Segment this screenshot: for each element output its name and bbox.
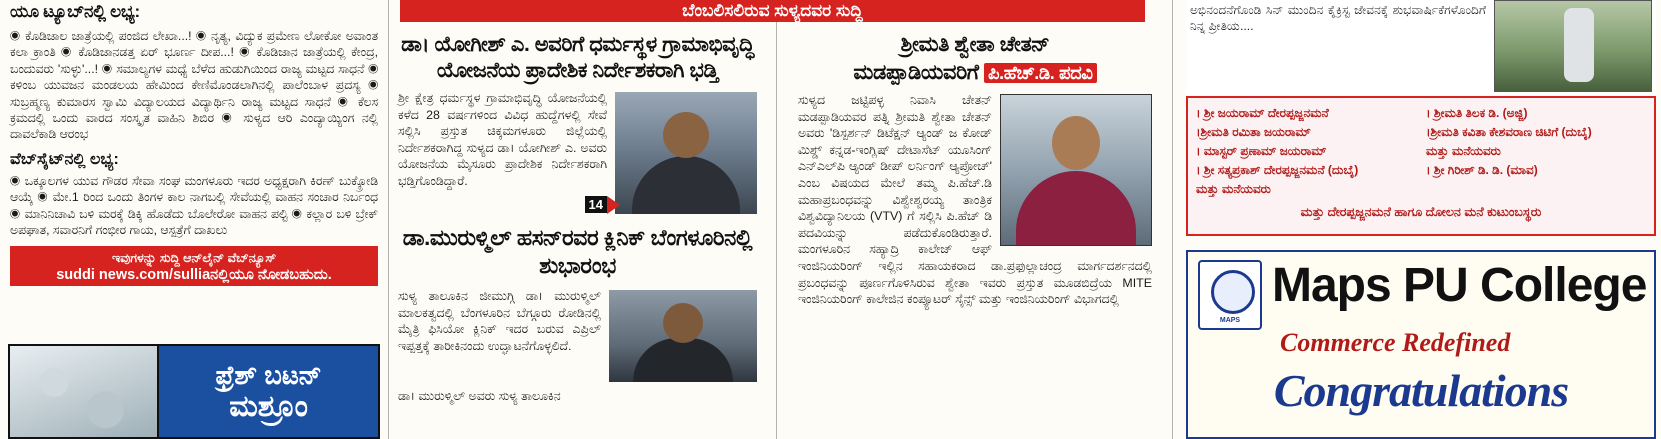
greeting-name: ।ಶ್ರೀಮತಿ ರಮಿತಾ ಜಯರಾಮ್ xyxy=(1196,125,1311,139)
column-divider-3 xyxy=(1172,0,1173,439)
greetings-columns xyxy=(1196,104,1646,199)
greeting-name: । ಮಾಸ್ಟರ್ ಪ್ರಣಾಮ್ ಜಯರಾಮ್ xyxy=(1196,144,1327,158)
greeting-name: ।ಶ್ರೀಮತಿ ಕವಿತಾ ಕೇಶವರಾಣ ಚಿಟಿಗೆ (ದುಬೈ) xyxy=(1426,125,1592,139)
greeting-name: । ಶ್ರೀಮತಿ ತಿಲಕ ಡಿ. (ಅಜ್ಜಿ) xyxy=(1426,106,1528,120)
greetings-column-right xyxy=(1426,104,1646,199)
murugumil-portrait-photo xyxy=(609,290,757,382)
maps-congratulations-text: Congratulations xyxy=(1273,365,1569,416)
story-shwetha-block xyxy=(798,92,1152,308)
greeting-name: । ಶ್ರೀ ಸತ್ಯಪ್ರಕಾಶ್ ದೇರಪ್ಪಜ್ಜನಮನೆ (ದುಬೈ) xyxy=(1196,163,1359,177)
greetings-column-left xyxy=(1196,104,1416,199)
story-shwetha-headline-line-2 xyxy=(798,60,1152,86)
story-murugumil-body-continued: ಡಾ। ಮುರುಳ್ಮಿಲ್ ಅವರು ಸುಳ್ಯ ತಾಲೂಕಿನ xyxy=(398,389,561,403)
maps-college-tagline: Commerce Redefined xyxy=(1280,328,1511,357)
phd-degree-badge: ಪಿ.ಹೆಚ್.ಡಿ. ಪದವಿ xyxy=(984,63,1097,83)
mushroom-photo xyxy=(10,346,159,437)
greeting-name: ಮತ್ತು ಮನೆಯವರು xyxy=(1426,144,1501,158)
continuation-arrow-icon xyxy=(607,196,620,214)
column-divider-1 xyxy=(388,0,389,439)
congratulation-article-text: ಅಭಿನಂದನೆಗೊಂಡಿ ಸಿನ್ ಮುಂದಿನ ಕೈಕ್ರಿಸ್ಟ ಜೇವನಕ್ಕೆ ಶುಭವಾರ್ಷಿಕೆಗಳೊಂದಿಗೆ ನಿನ್ನ ಪ್ರೀತಿಯ.... xyxy=(1190,3,1486,34)
greeting-name: । ಶ್ರೀ ಜಯರಾಮ್ ದೇರಪ್ಪಜ್ಜನಮನೆ xyxy=(1196,106,1329,120)
promo-line-2: suddi news.com/sulliaನಲ್ಲಿಯೂ ನೋಡಬಹುದು. xyxy=(56,267,332,284)
greetings-footer: ಮತ್ತು ದೇರಪ್ಪಜ್ಜನಮನೆ ಹಾಗೂ ದೋಲನ ಮನೆ ಕುಟುಂಬಸ್ಥರು xyxy=(1300,205,1542,219)
logo-emblem-icon xyxy=(1211,270,1255,314)
story-murugumil-headline: ಡಾ.ಮುರುಳ್ಮಿಲ್ ಹಸನ್‌ರವರ ಕ್ಲಿನಿಕ್ ಬೆಂಗಳೂರಿನಲ್ಲಿ ಶುಭಾರಂಭ xyxy=(402,225,753,278)
story-shwetha-headline-line-1: ಶ್ರೀಮತಿ ಶ್ವೇತಾ ಚೇತನ್ xyxy=(900,33,1050,56)
congratulation-article-top xyxy=(1186,0,1656,95)
promo-line-1: ಇವುಗಳನ್ನು ಸುದ್ದಿ ಆನ್‌ಲೈನ್ ವೆಬ್‌ನ್ಯೂಸ್ xyxy=(111,251,277,266)
mushroom-ad-line-2: ಮಶ್ರೂಂ xyxy=(229,389,308,423)
maps-pu-college-advertisement xyxy=(1186,250,1656,439)
column-three xyxy=(790,0,1160,439)
mushroom-ad-text xyxy=(159,346,378,437)
shwetha-portrait-photo xyxy=(1000,94,1152,246)
story-yogish-continuation-mark xyxy=(585,196,607,213)
website-section-heading: ವೆಬ್‌ಸೈಟ್‌ನಲ್ಲಿ ಲಭ್ಯ: xyxy=(10,150,119,168)
story-shwetha-body: ಸುಳ್ಯದ ಜಟ್ಟಿಪಳ್ಳ ನಿವಾಸಿ ಚೇತನ್ ಮಡಪ್ಪಾಡಿಯವರ ಪತ್ನಿ ಶ್ರೀಮತಿ ಶ್ವೇತಾ ಚೇತನ್ ಅವರು 'ಡಿಸ್ಪರ್ಶನ್ ಡಿಟೆಕ್ಷನ್ ಆ್ಯಂಡ್ ಜ ಕೋಡ್ ಮಿಶ್ಡ್ ಕನ್ನಡ-ಇಂಗ್ಲಿಷ್ ದೇಟಾಸೆಟ್ ಯೂಸಿಂಗ್ ಎನ್‌ಎಲ್‌ಪಿ ಆ್ಯಂಡ್ ಡೀಪ್ ಲರ್ನಿಂಗ್ ಆ್ಯಪ್ರೋಚ್' ಎಂಬ ವಿಷಯದ ಮೇಲೆ ತಮ್ಮ ಪಿ.ಹೆಚ್.ಡಿ ಮಹಾಪ್ರಬಂಧವನ್ನು ವಿಶ್ವೇಶ್ವರಯ್ಯ ತಾಂತ್ರಿಕ ವಿಶ್ವವಿದ್ಯಾನಿಲಯ (VTV) ಗೆ ಸಲ್ಲಿಸಿ ಪಿ.ಹೆಚ್ ಡಿ ಪದವಿಯನ್ನು ಪಡೆದುಕೊಂಡಿರುತ್ತಾರೆ. ಮಂಗಳೂರಿನ ಸಹ್ಯಾದ್ರಿ ಕಾಲೇಜ್ ಆಫ್ ಇಂಜಿನಿಯರಿಂಗ್ ಇಲ್ಲಿನ ಸಹಾಯಕರಾದ ಡಾ.ಪ್ರಫುಲ್ಲಾಚಂದ್ರ ಮಾರ್ಗದರ್ಶನದಲ್ಲಿ ಪ್ರಬಂಧವನ್ನು ಪೂರ್ಣಗೊಳಿಸಿರುವ ಶ್ವೇತಾ ಇವರು ಪ್ರಸ್ತುತ ಮೂಡಬಿದ್ರೆಯ MITE ಇಂಜಿನಿಯರಿಂಗ್ ಕಾಲೇಜಿನ ಕಂಪ್ಯೂಟರ್ ಸೈನ್ಸ್ ಮತ್ತು ಇಂಜಿನಿಯರಿಂಗ್ ವಿಭಾಗದಲ್ಲಿ xyxy=(798,93,1152,307)
logo-caption: MAPS xyxy=(1219,317,1241,324)
greeting-name: । ಶ್ರೀ ಗಿರೀಶ್ ಡಿ. ಡಿ. (ಮಾವ) xyxy=(1426,163,1538,177)
yogish-portrait-photo xyxy=(615,92,757,214)
online-news-promo xyxy=(10,246,378,286)
story-murugumil-body: ಸುಳ್ಯ ತಾಲೂಕಿನ ಜೀಮುಗ್ಗಿ ಡಾ। ಮುರುಳ್ಮಿಲ್ ಮಾಲಕತ್ವದಲ್ಲಿ ಬೆಂಗಳೂರಿನ ಬೆಗ್ಗೂರು ರೋಡಿನಲ್ಲಿ ಮೈತ್ರಿ ಫಿಸಿಯೋ ಕ್ಲಿನಿಕ್ ಇದರ ಬರುವ ಎಪ್ರಿಲ್ ಇಪ್ಪತ್ತಕ್ಕೆ ತಾರೀಕಿನಂದು ಉದ್ಘಾಟನೆಗೊಳ್ಳಲಿದೆ. xyxy=(398,289,601,353)
greetings-box xyxy=(1186,96,1656,236)
maps-college-logo xyxy=(1198,260,1262,330)
maps-college-title: Maps PU College xyxy=(1272,259,1647,312)
continuation-page-number: 14 xyxy=(588,197,603,212)
section-banner: ಬೆಂಬಲಿಸಲಿರುವ ಸುಳ್ಯದವರ ಸುದ್ದಿ xyxy=(400,0,1145,22)
column-two xyxy=(390,0,765,439)
mushroom-advertisement xyxy=(8,344,380,439)
story-murugumil-block xyxy=(398,288,757,405)
website-section-body: ◉ ಒಕ್ಕೂಲಗಳ ಯುವ ಗೌಡರ ಸೇವಾ ಸಂಘ ಮಂಗಳೂರು ಇದರ ಅಧ್ಯಕ್ಷರಾಗಿ ಕಿರಣ್ ಬುಕ್ಕ್ರೋಡಿ ಆಯ್ಕೆ ◉ ಮೇ.1 ರಿಂದ ಒಂದು ತಿಂಗಳ ಕಾಲ ನಾಗಬಲ್ಲಿ ಸೇವೆಯಲ್ಲಿ ವಾಹನ ಸಂಚಾರ ನಿರ್ಬಂಧ ◉ ಮಾನಿನಿಚಾವಿ ಬಳಿ ಮರಕ್ಕೆ ಡಿಕ್ಕಿ ಹೊಡೆದು ಬೊಲೇರೋ ವಾಹನ ಪಲ್ಟಿ ◉ ಕಲ್ಲಾರ ಬಳಿ ಬ್ರೇಕ್ ಅಪಘಾತ, ಸವಾರನಿಗೆ ಗಂಭೀರ ಗಾಯ, ಆಸ್ಪತ್ರೆಗೆ ದಾಖಲು xyxy=(10,173,378,238)
congratulation-person-photo xyxy=(1494,0,1652,92)
column-divider-2 xyxy=(776,0,777,439)
greeting-name: ಮತ್ತು ಮನೆಯವರು xyxy=(1196,182,1271,196)
mushroom-ad-line-1: ಫ್ರೆಶ್ ಬಟನ್ xyxy=(215,359,322,390)
youtube-section-heading: ಯೂ ಟ್ಯೂಬ್‌ನಲ್ಲಿ ಲಭ್ಯ: xyxy=(10,2,140,21)
youtube-section-body: ◉ ಕೊಡಿಜಾಲ ಜಾತ್ರೆಯಲ್ಲಿ ಪಂಜಿದ ಲೇಖಾ...! ◉ ನೃತ್ಯ, ವಿದ್ಯುಕ ಪ್ರಮೇಣ ಲೋಕೋ ಅವಾಂತ ಕಲಾ ಕ್ರಾಂತಿ ◉ ಕೊಡಿಜಾನಡತ್ತ ಏರ್ ಭೂರ್ಣ ದೀಪ...! ◉ ಕೊಡಿಜಾನ ಜಾತ್ರೆಯಲ್ಲಿ ಕೇಂದ್ರ, ಬಂದುವರು 'ಸುಳ್ಳು'...! ◉ ಸಮಾಲ್ಯಗಳ ಮಧ್ಯೆ ಬೆಳೆದ ಹುಡುಗಿಯಿಂದ ರಾಜ್ಯ ಮಟ್ಟದ ಸಾಧನೆ ◉ ಕಳಿಂಬ ಯುವಜನ ಮಂಡಲಯ ಹೇಮಿಂದ ಕೇಣಿಮೊಂಡಲಾಗಿನಲ್ಲಿ ಪಾಲೆಂಬಾಳ ಪ್ರದಸ್ಯ ◉ ಸುಬ್ರಹ್ಮಣ್ಯ ಕುಮಾರಸ ಸ್ವಾಮಿ ವಿದ್ಯಾಲಯದ ವಿದ್ಯಾರ್ಥಿನಿ ರಾಜ್ಯ ಮಟ್ಟದ ಸಾಧನೆ ◉ ಕೆಲಸ ಕ್ರಮದಲ್ಲಿ ಒಂದು ವಾರದ ಸಂಸ್ಕೃತ ವಾಹಿನಿ ಶಿಬಿರ ◉ ಸುಳ್ಯದ ಆರಿ ಎಂದ್ಯಾಯ್ಯಿಂಗ ನಲ್ಲಿ ದಾವಲೆಕಾಡಿ ಆರಂಭ xyxy=(10,29,378,142)
story-yogish-block xyxy=(398,90,757,214)
story-yogish-body: ಶ್ರೀ ಕ್ಷೇತ್ರ ಧರ್ಮಸ್ಥಳ ಗ್ರಾಮಾಭಿವೃದ್ಧಿ ಯೋಜನೆಯಲ್ಲಿ ಕಳೆದ 28 ವರ್ಷಗಳಿಂದ ವಿವಿಧ ಹುದ್ದೆಗಳಲ್ಲಿ ಸೇವೆ ಸಲ್ಲಿಸಿ ಪ್ರಸ್ತುತ ಚಿಕ್ಕಮಗಳೂರು ಜಿಲ್ಲೆಯಲ್ಲಿ ನಿರ್ದೇಶಕರಾಗಿದ್ದ ಸುಳ್ಯದ ಡಾ। ಯೋಗೀಶ್ ಎ. ಅವರು ಯೋಜನೆಯ ಮೈಸೂರು ಪ್ರಾದೇಶಿಕ ನಿರ್ದೇಶಕರಾಗಿ ಭಡ್ತಿಗೊಂಡಿದ್ದಾರೆ. xyxy=(398,91,607,188)
story-yogish-headline: ಡಾ। ಯೋಗೀಶ್ ಎ. ಅವರಿಗೆ ಧರ್ಮಸ್ಥಳ ಗ್ರಾಮಾಭಿವೃದ್ಧಿ ಯೋಜನೆಯ ಪ್ರಾದೇಶಿಕ ನಿರ್ದೇಶಕರಾಗಿ ಭಡ್ತಿ xyxy=(401,33,754,82)
shwetha-headline-text: ಮಡಪ್ಪಾಡಿಯವರಿಗೆ xyxy=(853,61,979,84)
